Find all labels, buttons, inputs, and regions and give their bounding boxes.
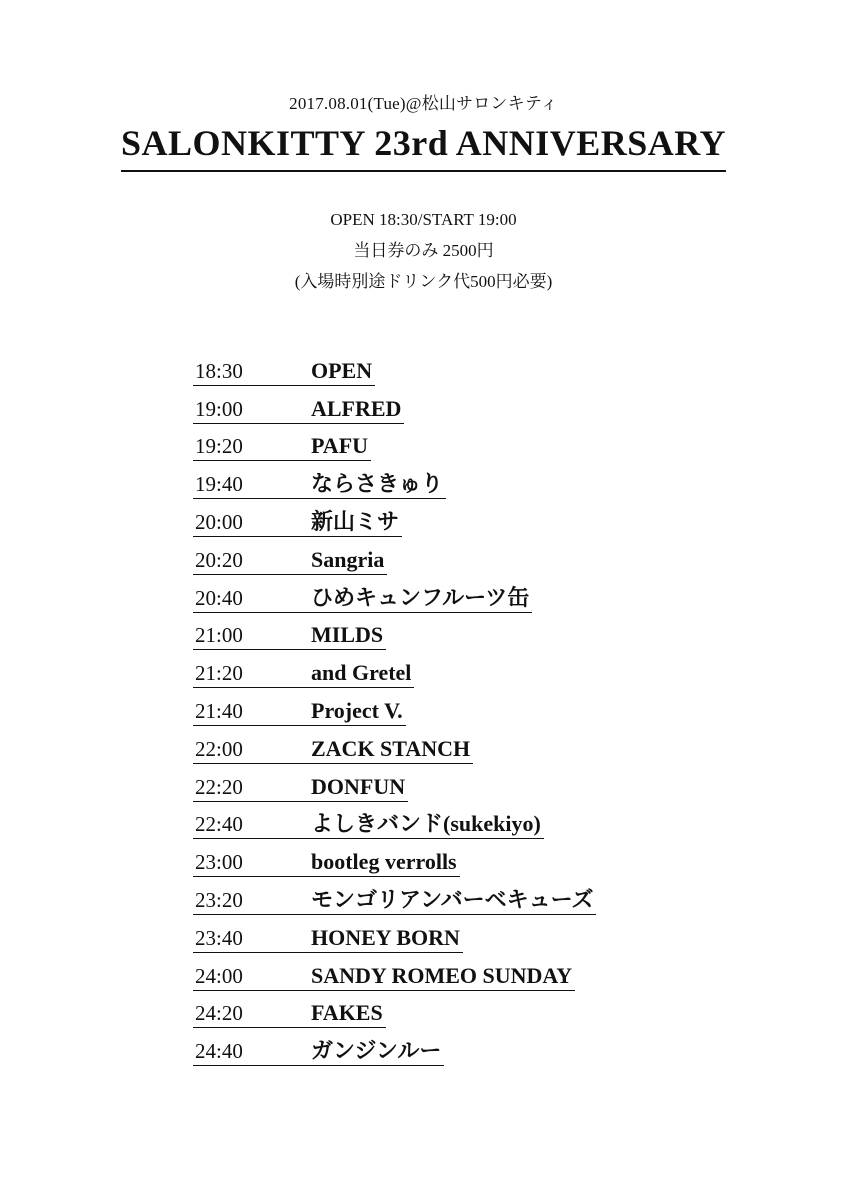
row-underline <box>193 423 404 424</box>
timetable-row <box>193 652 673 690</box>
event-date-venue: 2017.08.01(Tue)@松山サロンキティ <box>289 94 558 113</box>
slot-act: PAFU <box>311 433 369 459</box>
drink-charge-note: (入場時別途ドリンク代500円必要) <box>294 272 553 291</box>
timetable <box>193 350 673 1068</box>
slot-act: MILDS <box>311 622 384 648</box>
row-underline <box>193 385 375 386</box>
row-underline <box>193 574 387 575</box>
timetable-row <box>193 350 673 388</box>
row-underline <box>193 536 402 537</box>
row-underline <box>193 801 408 802</box>
timetable-row <box>193 539 673 577</box>
slot-time: 21:40 <box>195 698 243 723</box>
slot-time: 18:30 <box>195 358 243 383</box>
row-underline <box>193 1027 386 1028</box>
timetable-row <box>193 690 673 728</box>
slot-time: 23:00 <box>195 850 243 875</box>
row-underline <box>193 876 460 877</box>
timetable-row <box>193 426 673 464</box>
row-underline <box>193 460 371 461</box>
row-underline <box>193 838 544 839</box>
slot-act: bootleg verrolls <box>311 849 457 875</box>
slot-time: 19:40 <box>195 472 243 497</box>
slot-act: HONEY BORN <box>311 924 460 950</box>
row-underline <box>193 687 414 688</box>
slot-time: 19:00 <box>195 396 243 421</box>
timetable-row <box>193 766 673 804</box>
row-underline <box>193 649 386 650</box>
row-underline <box>193 1065 444 1066</box>
slot-time: 24:00 <box>195 963 243 988</box>
slot-act: ガンジンルー <box>311 1038 442 1064</box>
timetable-row <box>193 879 673 917</box>
row-underline <box>193 763 473 764</box>
slot-act: SANDY ROMEO SUNDAY <box>311 962 573 988</box>
row-underline <box>193 725 406 726</box>
timetable-row <box>193 993 673 1031</box>
timetable-row <box>193 577 673 615</box>
timetable-row <box>193 615 673 653</box>
slot-time: 24:20 <box>195 1001 243 1026</box>
row-underline <box>193 498 446 499</box>
slot-time: 22:20 <box>195 774 243 799</box>
timetable-row <box>193 917 673 955</box>
slot-act: and Gretel <box>311 660 412 686</box>
event-info <box>0 204 847 297</box>
row-underline <box>193 990 575 991</box>
slot-act: Project V. <box>311 697 403 723</box>
slot-time: 23:40 <box>195 925 243 950</box>
event-header <box>0 92 847 172</box>
timetable-row <box>193 463 673 501</box>
timetable-row <box>193 955 673 993</box>
slot-time: 21:00 <box>195 623 243 648</box>
row-underline <box>193 914 596 915</box>
slot-act: ひめキュンフルーツ缶 <box>311 584 530 610</box>
timetable-row <box>193 841 673 879</box>
timetable-row <box>193 388 673 426</box>
row-underline <box>193 952 463 953</box>
slot-time: 22:40 <box>195 812 243 837</box>
timetable-row <box>193 728 673 766</box>
slot-act: ZACK STANCH <box>311 735 471 761</box>
timetable-row <box>193 1030 673 1068</box>
slot-act: OPEN <box>311 357 373 383</box>
slot-time: 20:40 <box>195 585 243 610</box>
slot-act: Sangria <box>311 546 385 572</box>
slot-time: 19:20 <box>195 434 243 459</box>
slot-time: 20:20 <box>195 547 243 572</box>
row-underline <box>193 612 532 613</box>
slot-act: FAKES <box>311 1000 383 1026</box>
ticket-price: 当日券のみ 2500円 <box>353 241 494 260</box>
slot-act: DONFUN <box>311 773 406 799</box>
timetable-row <box>193 804 673 842</box>
open-start-times: OPEN 18:30/START 19:00 <box>330 210 517 229</box>
timetable-row <box>193 501 673 539</box>
slot-time: 22:00 <box>195 736 243 761</box>
slot-act: 新山ミサ <box>311 508 400 534</box>
slot-time: 20:00 <box>195 509 243 534</box>
slot-act: ALFRED <box>311 395 402 421</box>
event-title-underline <box>121 122 726 172</box>
slot-time: 21:20 <box>195 661 243 686</box>
slot-act: ならさきゅり <box>311 471 444 497</box>
event-title: SALONKITTY 23rd ANNIVERSARY <box>120 123 726 163</box>
slot-time: 24:40 <box>195 1039 243 1064</box>
slot-time: 23:20 <box>195 887 243 912</box>
slot-act: よしきバンド(sukekiyo) <box>311 811 541 837</box>
slot-act: モンゴリアンバーベキューズ <box>311 886 594 912</box>
